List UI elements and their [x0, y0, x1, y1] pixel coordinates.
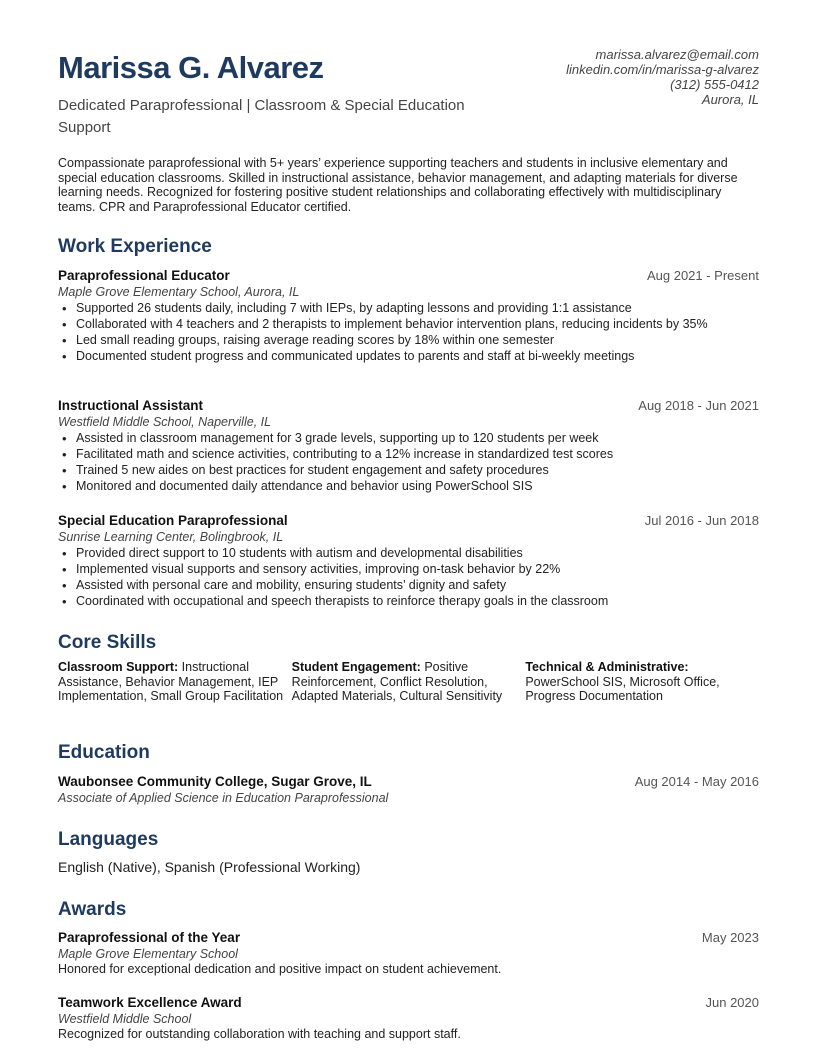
skill-group-label: Classroom Support: [58, 660, 179, 674]
school-name: Waubonsee Community College, Sugar Grove, IL [58, 774, 372, 789]
job-organization: Maple Grove Elementary School, Aurora, IL [58, 285, 300, 299]
skill-group-text: Instructional Assistance, Behavior Management, IEP Implementation, Small Group Facilitation [58, 660, 284, 704]
bullet-item: • Documented student progress and communicated updates to parents and staff at bi-weekly meetings [58, 349, 759, 365]
award-entry [58, 995, 759, 1042]
skill-group [525, 660, 759, 704]
award-description: Honored for exceptional dedication and positive impact on student achievement. [58, 962, 502, 976]
languages-text: English (Native), Spanish (Professional Working) [58, 859, 361, 875]
skills-grid [58, 660, 759, 704]
resume-header [58, 0, 759, 148]
skill-group [292, 660, 526, 704]
section-title-education: Education [58, 742, 150, 763]
bullet-item: • Facilitated math and science activities, contributing to a 12% increase in standardized test scores [58, 447, 759, 463]
bullet-item: • Supported 26 students daily, including 7 with IEPs, by adapting lessons and providing 1:1 assistance [58, 301, 759, 317]
award-date: Jun 2020 [705, 995, 759, 1010]
candidate-name: Marissa G. Alvarez [58, 50, 324, 85]
skill-group-text: Positive Reinforcement, Conflict Resolution, Adapted Materials, Cultural Sensitivity [291, 660, 503, 704]
award-title: Paraprofessional of the Year [58, 930, 241, 945]
section-title-awards: Awards [58, 899, 127, 920]
job-dates: Jul 2016 - Jun 2018 [644, 513, 759, 528]
award-title: Teamwork Excellence Award [58, 995, 242, 1010]
education-entry [58, 774, 759, 806]
job-entry [58, 268, 759, 365]
job-title: Special Education Paraprofessional [58, 513, 288, 528]
bullet-item: • Monitored and documented daily attendance and behavior using PowerSchool SIS [58, 479, 759, 495]
bullet-item: • Implemented visual supports and sensory activities, improving on-task behavior by 22% [58, 562, 759, 578]
bullet-item: • Assisted in classroom management for 3 grade levels, supporting up to 120 students per week [58, 431, 759, 447]
job-entry [58, 513, 759, 610]
award-entry [58, 930, 759, 977]
award-organization: Maple Grove Elementary School [58, 947, 238, 961]
resume-page [58, 0, 759, 1041]
skill-group-label: Technical & Administrative: [525, 660, 689, 674]
skill-group-label: Student Engagement: [291, 660, 421, 674]
job-title: Instructional Assistant [58, 398, 204, 413]
professional-summary: Compassionate paraprofessional with 5+ years’ experience supporting teachers and students in inclusive elementary and special education classrooms. Skilled in instructional assistance, behavior management, and adapting materials for diverse learning needs. Recognized for fostering positive student relationships and collaborating effectively with multidisciplinary teams. CPR and Paraprofessional Educator certified. [58, 156, 738, 214]
award-organization: Westfield Middle School [58, 1012, 192, 1026]
job-organization: Westfield Middle School, Naperville, IL [58, 415, 272, 429]
contact-email[interactable]: marissa.alvarez@email.com [595, 47, 759, 62]
bullet-item: • Provided direct support to 10 students with autism and developmental disabilities [58, 546, 759, 562]
education-dates: Aug 2014 - May 2016 [634, 774, 759, 789]
section-title-experience: Work Experience [58, 236, 212, 257]
skill-group-text: PowerSchool SIS, Microsoft Office, Progress Documentation [525, 674, 720, 704]
candidate-tagline: Dedicated Paraprofessional | Classroom & Special Education Support [58, 97, 465, 136]
bullet-item: • Coordinated with occupational and speech therapists to reinforce therapy goals in the classroom [58, 594, 759, 610]
contact-linkedin[interactable]: linkedin.com/in/marissa-g-alvarez [566, 62, 759, 77]
award-date: May 2023 [701, 930, 759, 945]
bullet-item: • Assisted with personal care and mobility, ensuring students’ dignity and safety [58, 578, 759, 594]
skill-group [58, 660, 292, 704]
job-bullets [58, 546, 759, 610]
bullet-item: • Led small reading groups, raising average reading scores by 18% within one semester [58, 333, 759, 349]
contact-block [566, 47, 759, 107]
degree: Associate of Applied Science in Education Paraprofessional [58, 791, 389, 805]
award-description: Recognized for outstanding collaboration with teaching and support staff. [58, 1027, 461, 1041]
job-entry [58, 398, 759, 495]
job-bullets [58, 301, 759, 365]
bullet-item: • Trained 5 new aides on best practices for student engagement and safety procedures [58, 463, 759, 479]
bullet-item: • Collaborated with 4 teachers and 2 therapists to implement behavior intervention plans, reducing incidents by 35% [58, 317, 759, 333]
section-title-languages: Languages [58, 829, 159, 850]
job-title: Paraprofessional Educator [58, 268, 230, 283]
section-title-skills: Core Skills [58, 632, 157, 653]
job-dates: Aug 2021 - Present [646, 268, 759, 283]
job-bullets [58, 431, 759, 495]
job-dates: Aug 2018 - Jun 2021 [638, 398, 759, 413]
contact-location: Aurora, IL [701, 92, 759, 107]
contact-phone: (312) 555-0412 [670, 77, 759, 92]
job-organization: Sunrise Learning Center, Bolingbrook, IL [58, 530, 284, 544]
